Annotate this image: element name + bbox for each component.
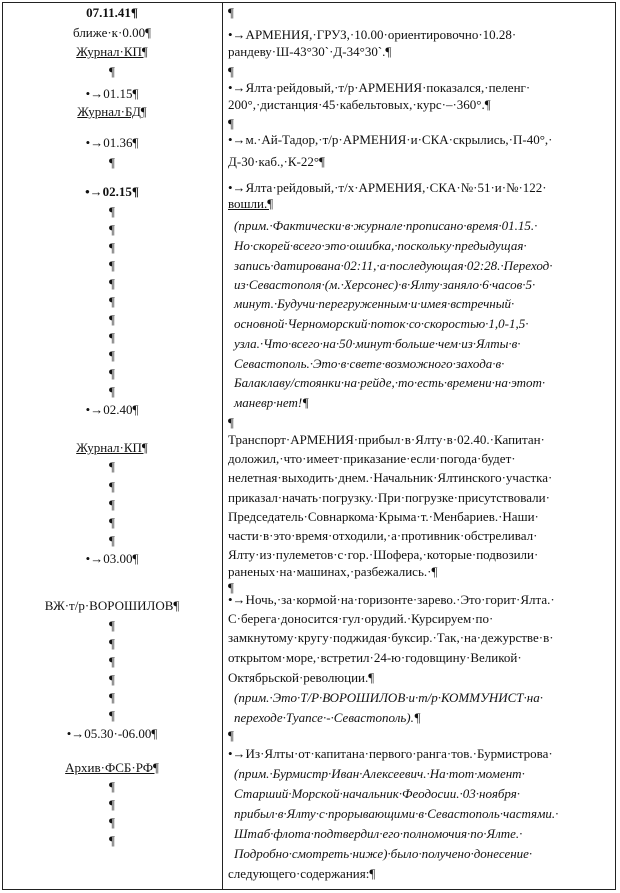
entry-line: ¶	[228, 5, 234, 20]
time-line: ¶	[109, 618, 115, 633]
time-line: ¶	[109, 258, 115, 273]
entry-line: приказал·начать·погрузку.·При·погрузке·присутствовали·	[228, 490, 550, 505]
entry-line: замкнутому·кругу·поджидая·буксир.·Так,·на·дежурстве·в·	[228, 630, 554, 645]
entry-line: Но·скорей·всего·это·ошибка,·поскольку·предыдущая·	[234, 238, 527, 253]
column-divider	[222, 2, 223, 890]
time-line: ¶	[109, 222, 115, 237]
entry-line: ¶	[228, 580, 234, 595]
time-line: ¶	[109, 312, 115, 327]
time-line: ¶	[109, 833, 115, 848]
entry-line: Октябрьской·революции.¶	[228, 670, 375, 685]
entry-line: переходе·Туапсе·-·Севастополь).¶	[234, 710, 421, 725]
entry-line: ¶	[228, 116, 234, 131]
time-line: Журнал·КП¶	[76, 440, 148, 455]
time-line: ¶	[109, 294, 115, 309]
entry-line: минут.·Будучи·перегруженным·и·имея·встречный·	[234, 296, 515, 311]
time-line: ¶	[109, 797, 115, 812]
time-line: Журнал·КП¶	[76, 44, 148, 59]
entry-line: Балаклаву/стоянки·на·рейде,·то·есть·времени·на·этот·	[234, 375, 546, 390]
time-line: ВЖ·т/р·ВОРОШИЛОВ¶	[44, 598, 180, 613]
entry-line: следующего·содержания:¶	[228, 866, 376, 881]
time-line: ¶	[109, 240, 115, 255]
entry-line: •→Ялта·рейдовый,·т/р·АРМЕНИЯ·показался,·пеленг·	[228, 80, 531, 95]
entry-line: (прим.·Фактически·в·журнале·прописано·время·01.15.·	[234, 218, 538, 233]
time-line: ¶	[109, 459, 115, 474]
time-line: •→01.15¶	[85, 86, 139, 101]
entry-line: 200°,·дистанция·45·кабельтовых,·курс·–·360°.¶	[228, 97, 491, 112]
entry-line: Старший·Морской·начальник·Феодосии.·03·ноября·	[234, 786, 521, 801]
entry-line: части·в·это·время·отходили,·а·противник·обстреливал·	[228, 528, 538, 543]
time-line: ¶	[109, 276, 115, 291]
time-line: ¶	[109, 204, 115, 219]
time-line: 07.11.41¶	[86, 5, 138, 20]
time-line: •→01.36¶	[85, 135, 139, 150]
entry-line: •→м.·Ай-Тадор,·т/р·АРМЕНИЯ·и·СКА·скрылись,·П-40°,·	[228, 132, 553, 147]
entry-line: из·Севастополя·(м.·Херсонес)·в·Ялту·заняло·6·часов·5·	[234, 277, 536, 292]
time-line: Журнал·БД¶	[77, 104, 147, 119]
time-line: ¶	[109, 672, 115, 687]
time-line: ¶	[109, 497, 115, 512]
entry-line: основной·Черноморский·поток·со·скоростью·1,0-1,5·	[234, 316, 529, 331]
time-line: ¶	[109, 779, 115, 794]
entry-line: •→Ялта·рейдовый,·т/х·АРМЕНИЯ,·СКА·№·51·и·№·122·	[228, 180, 547, 195]
entry-line: Подробно·смотреть·ниже)·было·получено·донесение·	[234, 846, 533, 861]
entry-line: ¶	[228, 728, 234, 743]
entry-line: (прим.·Это·Т/Р·ВОРОШИЛОВ·и·т/р·КОММУНИСТ·на·	[234, 690, 543, 705]
time-line: ¶	[109, 64, 115, 79]
entry-line: •→Из·Ялты·от·капитана·первого·ранга·тов.·Бурмистрова·	[228, 746, 553, 761]
time-line: ближе·к·0.00¶	[73, 25, 151, 40]
entry-line: запись·датирована·02:11,·а·последующая·02:28.·Переход·	[234, 258, 553, 273]
entry-line: Севастополь.·Это·в·свете·возможного·захода·в·	[234, 356, 505, 371]
entry-line: открытом·море,·встретил·24-ю·годовщину·Великой·	[228, 650, 522, 665]
entry-line: нелетная·выходить·днем.·Начальник·Ялтинского·участка·	[228, 470, 553, 485]
entry-line: раненых·на·машинах,·разбежались.·¶	[228, 564, 438, 579]
entry-line: ¶	[228, 415, 234, 430]
entry-line: ¶	[228, 64, 234, 79]
entry-line: Штаб·флота·подтвердил·его·полномочия·по·Ялте.·	[234, 826, 523, 841]
time-line: Архив·ФСБ·РФ¶	[65, 760, 159, 775]
time-line: ¶	[109, 533, 115, 548]
entry-line: •→Ночь,·за·кормой·на·горизонте·зарево.·Это·горит·Ялта.·	[228, 592, 555, 607]
entry-line: Ялту·из·пулеметов·с·гор.·Шофера,·которые·подвозили·	[228, 547, 539, 562]
time-line: ¶	[109, 366, 115, 381]
entry-line: •→АРМЕНИЯ,·ГРУЗ,·10.00·ориентировочно·10.28·	[228, 27, 517, 42]
time-line: •→03.00¶	[85, 551, 139, 566]
time-line: ¶	[109, 690, 115, 705]
time-line: ¶	[109, 815, 115, 830]
entry-line: маневр·нет!¶	[234, 395, 309, 410]
time-line: •→02.15¶	[85, 184, 139, 199]
time-line: ¶	[109, 155, 115, 170]
entry-line: прибыл·в·Ялту·с·прорывающими·в·Севастополь·частями.·	[234, 806, 559, 821]
entry-line: С·берега·доносится·гул·орудий.·Курсируем·по·	[228, 611, 494, 626]
time-line: ¶	[109, 654, 115, 669]
time-line: •→05.30·-06.00¶	[66, 726, 158, 741]
time-line: ¶	[109, 636, 115, 651]
entry-line: вошли.¶	[228, 196, 274, 211]
entry-line: (прим.·Бурмистр·Иван·Алексеевич.·На·тот·момент·	[234, 766, 525, 781]
time-line: ¶	[109, 330, 115, 345]
time-line: •→02.40¶	[85, 402, 139, 417]
time-line: ¶	[109, 348, 115, 363]
time-line: ¶	[109, 515, 115, 530]
time-line: ¶	[109, 708, 115, 723]
time-line: ¶	[109, 479, 115, 494]
entry-line: рандеву·Ш-43°30`·Д-34°30`.¶	[228, 44, 392, 59]
entry-line: Д-30·каб.,·К-22°¶	[228, 154, 325, 169]
time-line: ¶	[109, 384, 115, 399]
entry-line: доложил,·что·имеет·приказание·если·погода·будет·	[228, 451, 516, 466]
entry-line: Транспорт·АРМЕНИЯ·прибыл·в·Ялту·в·02.40.·Капитан·	[228, 432, 545, 447]
entry-line: узла.·Что·всего·на·50·минут·больше·чем·из·Ялты·в·	[234, 336, 521, 351]
entry-line: Председатель·Совнаркома·Крыма·т.·Менбариев.·Наши·	[228, 509, 539, 524]
